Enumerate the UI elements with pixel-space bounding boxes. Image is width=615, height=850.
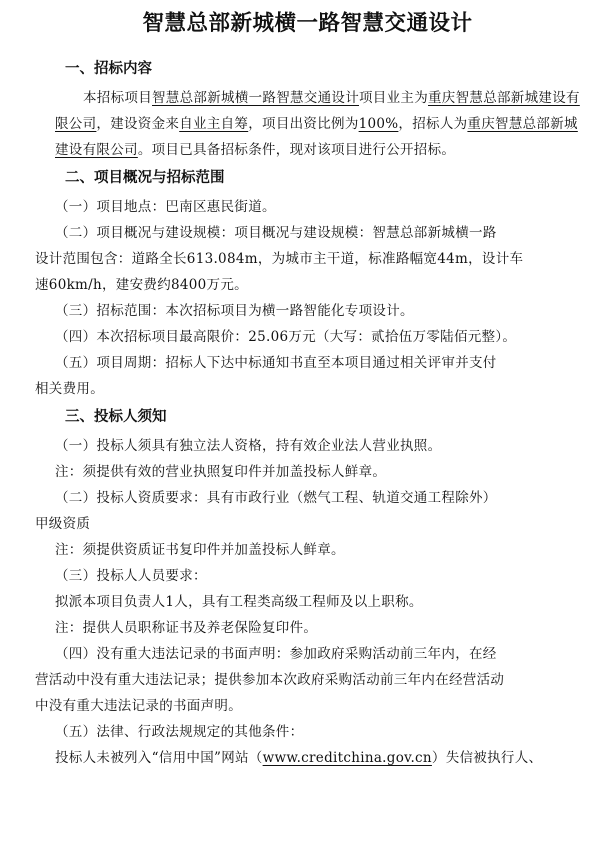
text: 本招标项目 xyxy=(83,90,152,106)
text: ，项目出资比例为 xyxy=(248,116,359,132)
note-license: 注：须提供有效的营业执照复印件并加盖投标人鲜章。 xyxy=(55,464,387,480)
project-owner: 重庆智慧总部新城建设有限公司 xyxy=(55,90,580,132)
project-name: 智慧总部新城横一路智慧交通设计 xyxy=(152,90,359,106)
project-period-line-1: （五）项目周期：招标人下达中标通知书直至本项目通过相关评审并支付 xyxy=(55,355,497,371)
project-overview-line-2: 设计范围包含：道路全长613.084m，为城市主干道，标准路幅宽44m，设计车 xyxy=(35,251,524,267)
max-price: （四）本次招标项目最高限价：25.06万元（大写：贰拾伍万零陆佰元整）。 xyxy=(55,329,517,345)
personnel-requirement: （三）投标人人员要求： xyxy=(55,568,207,584)
violation-statement-line-3: 中没有重大违法记录的书面声明。 xyxy=(35,698,242,714)
project-overview-line-3: 速60km/h，建安费约8400万元。 xyxy=(35,277,248,293)
section-1-paragraph xyxy=(55,85,583,163)
violation-statement-line-1: （四）没有重大违法记录的书面声明：参加政府采购活动前三年内，在经 xyxy=(55,646,497,662)
project-period-line-2: 相关费用。 xyxy=(35,381,104,397)
text: ，建设资金来 xyxy=(96,116,180,132)
qualification-line-1: （二）投标人资质要求：具有市政行业（燃气工程、轨道交通工程除外） xyxy=(55,490,497,506)
note-certificate: 注：须提供资质证书复印件并加盖投标人鲜章。 xyxy=(55,542,345,558)
fund-source: 自业主自筹 xyxy=(179,116,249,132)
text: ，招标人为 xyxy=(398,116,468,132)
section-1-heading: 一、招标内容 xyxy=(65,61,152,77)
text: 。项目已具备招标条件，现对该项目进行公开招标。 xyxy=(137,142,456,158)
text: ）失信被执行人、 xyxy=(431,750,543,766)
other-conditions: （五）法律、行政法规规定的其他条件： xyxy=(55,724,304,740)
text: 项目业主为 xyxy=(359,90,428,106)
spacer xyxy=(55,42,583,56)
tenderer: 重庆智慧总部新城建设有限公司 xyxy=(55,116,578,158)
project-location: （一）项目地点：巴南区惠民街道。 xyxy=(55,199,276,215)
note-personnel: 注：提供人员职称证书及养老保险复印件。 xyxy=(55,620,318,636)
project-leader: 拟派本项目负责人1人，具有工程类高级工程师及以上职称。 xyxy=(55,594,423,610)
violation-statement-line-2: 营活动中没有重大违法记录；提供参加本次政府采购活动前三年内在经营活动 xyxy=(35,672,505,688)
section-2-heading: 二、项目概况与招标范围 xyxy=(65,170,225,186)
credit-china-link[interactable]: www.creditchina.gov.cn xyxy=(262,750,432,766)
section-3-heading: 三、投标人须知 xyxy=(65,409,167,425)
qualification-line-2: 甲级资质 xyxy=(35,516,91,532)
bidder-qualification: （一）投标人须具有独立法人资格，持有效企业法人营业执照。 xyxy=(55,438,442,454)
document-title: 智慧总部新城横一路智慧交通设计 xyxy=(142,11,473,36)
project-overview-line-1: （二）项目概况与建设规模：项目概况与建设规模：智慧总部新城横一路 xyxy=(55,225,497,241)
tender-scope: （三）招标范围：本次招标项目为横一路智能化专项设计。 xyxy=(55,303,414,319)
funding-ratio: 100% xyxy=(358,116,399,132)
credit-china-line xyxy=(55,745,583,771)
text: 投标人未被列入“信用中国”网站（ xyxy=(55,750,263,766)
